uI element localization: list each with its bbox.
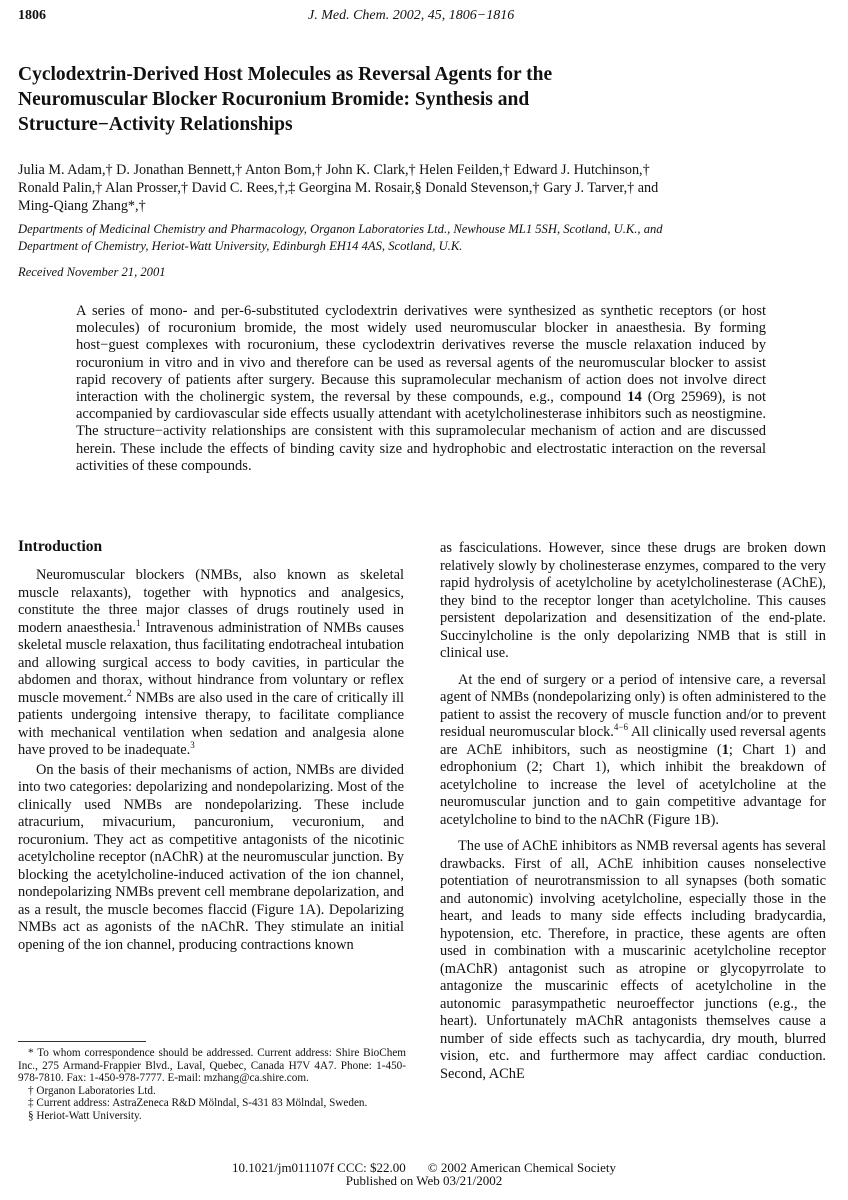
compound-number: 14 — [627, 389, 642, 406]
journal-name: J. Med. Chem. — [308, 8, 390, 23]
affiliation-line: Department of Chemistry, Heriot-Watt University, Edinburgh EH14 4AS, Scotland, U.K. — [18, 239, 463, 253]
author-line: Ming-Qiang Zhang*,† — [18, 198, 146, 214]
copyright: © 2002 American Chemical Society — [427, 1160, 617, 1175]
reference-marker: 3 — [190, 740, 195, 751]
author-list — [18, 161, 830, 215]
affiliation-line: Departments of Medicinal Chemistry and Pharmacology, Organon Laboratories Ltd., Newhouse ML1 5SH, Scotland, U.K., and — [18, 222, 663, 236]
abstract — [76, 303, 766, 475]
reference-marker: 2 — [127, 687, 132, 698]
author-line: Julia M. Adam,† D. Jonathan Bennett,† Anton Bom,† John K. Clark,† Helen Feilden,† Edward J. Hutchinson,† — [18, 162, 650, 178]
left-column — [18, 567, 404, 954]
reference-marker: 4−6 — [613, 722, 628, 733]
intro-paragraph-1: Neuromuscular blockers (NMBs, also known as skeletal muscle relaxants), together with hypnotics and analgesics, constitute the three major classes of drugs routinely used in modern anaesthesia.$^1$ Intravenous administration of NMBs causes skeletal muscle relaxation, thus facilitating endotracheal intubation and allowing surgical access to body cavities, in particular the abdomen and thorax, without hindrance from voluntary or reflex muscle movement.$^2$ NMBs are also used in the care of critically ill patients undergoing intensive therapy, to facilitate compliance with mechanical ventilation when sedation and analgesia alone have proved to be inadequate.$^3$ — [18, 567, 405, 758]
intro-paragraph-2-continued: as fasciculations. However, since these drugs are broken down relatively slowly by cholinesterase enzymes, compared to the very rapid hydrolysis of acetylcholine by acetylcholinesterase (AChE), they bind to the receptor longer than acetylcholine. This causes persistent depolarization and desensitization of the end-plate. Succinylcholine is the only depolarizing NMB that is still in clinical use. — [440, 540, 826, 661]
intro-paragraph-4: The use of AChE inhibitors as NMB reversal agents has several drawbacks. First of all, AChE inhibition causes nonselective potentiation of neurotransmission to all synapses (both somatic and autonomic) involving acetylcholine, especially those in the heart, and leads to many side effects including bradycardia, hypotension, etc. Therefore, in practice, these agents are often used in combination with a muscarinic acetylcholine receptor (mAChR) antagonist such as atropine or glycopyrrolate to antagonize the muscarinic effects of acetylcholine in the autonomic parasympathetic neuroeffector junctions (e.g., the heart). Unfortunately mAChR antagonists themselves cause a number of side effects such as tachycardia, dry mouth, blurred vision, etc. and furthermore may affect cardiac conduction. Second, AChE — [440, 838, 826, 1082]
intro-paragraph-2: On the basis of their mechanisms of action, NMBs are divided into two categories: depolarizing and nondepolarizing. Most of the clinically used NMBs are nondepolarizing. These include atracurium, mivacurium, pancuronium, vecuronium, and rocuronium. They act as competitive antagonists of the nicotinic acetylcholine receptor (nAChR) at the neuromuscular junction. By blocking the acetylcholine-induced activation of the ion channel, nondepolarizing NMBs prevent cell membrane depolarization, and as a result, the muscle becomes flaccid (Figure 1A). Depolarizing NMBs act as agonists of the nAChR. They stimulate an initial opening of the ion channel, producing contractions known — [18, 761, 404, 953]
section-heading-introduction: Introduction — [18, 538, 103, 555]
published-date: Published on Web 03/21/2002 — [345, 1173, 503, 1188]
affiliations — [18, 221, 830, 255]
intro-paragraph-3: At the end of surgery or a period of intensive care, a reversal agent of NMBs (nondepolarizing only) is often administered to the patient to assist the recovery of muscle function and/or to prevent residual neuromuscular block.$^{4-6}$ All clinically used reversal agents are AChE inhibitors, such as neostigmine (1; Chart 1) and edrophonium (2; Chart 1), which inhibit the breakdown of acetylcholine to increase the level of acetylcholine at the neuromuscular junction and to gain competitive advantage for acetylcholine to bind to the nAChR (Figure 1B). — [440, 671, 827, 828]
footnote: ‡ Current address: AstraZeneca R&D Mölndal, S-431 83 Mölndal, Sweden. — [28, 1097, 368, 1110]
footnote: † Organon Laboratories Ltd. — [28, 1084, 156, 1097]
received-date: Received November 21, 2001 — [18, 265, 166, 279]
journal-citation — [308, 8, 514, 24]
doi: 10.1021/jm011107f CCC: $22.00 — [231, 1160, 406, 1175]
abstract-text-2: (Org 25969), is not accompanied by cardiovascular side effects usually attendant with acetylcholinesterase inhibitors such as neostigmine. The structure−activity relationships are consistent with this supramolecular mechanism of action and are discussed herein. These include the effects of binding cavity size and hydrophobic and electrostatic interaction on the reversal activities of these compounds. — [76, 389, 766, 474]
footnote: § Heriot-Watt University. — [28, 1109, 142, 1122]
journal-year-volume: 2002, 45, 1806−1816 — [392, 8, 515, 23]
title-line: Structure−Activity Relationships — [18, 114, 293, 135]
footnote: * To whom correspondence should be addressed. Current address: Shire BioChem Inc., 275 Armand-Frappier Blvd., Laval, Quebec, Canada H7V 4A7. Phone: 1-450-978-7810. Fax: 1-450-978-7777. E-mail: mzhang@ca.shire.com. — [18, 1047, 406, 1085]
title-line: Neuromuscular Blocker Rocuronium Bromide: Synthesis and — [18, 89, 530, 110]
reference-marker: 1 — [135, 617, 141, 628]
title-line: Cyclodextrin-Derived Host Molecules as Reversal Agents for the — [18, 64, 553, 85]
right-column — [440, 540, 826, 1083]
footnotes — [18, 1047, 406, 1123]
compound-number: 1 — [721, 741, 729, 758]
article-title — [18, 62, 818, 137]
footnote-divider — [18, 1041, 146, 1042]
author-line: Ronald Palin,† Alan Prosser,† David C. Rees,†,‡ Georgina M. Rosair,§ Donald Stevenson,† Gary J. Tarver,† and — [18, 180, 659, 196]
abstract-text-1: A series of mono- and per-6-substituted cyclodextrin derivatives were synthesized as synthetic receptors (or host molecules) of rocuronium bromide, the most widely used neuromuscular blocker in anaesthesia. By forming host−guest complexes with rocuronium, these cyclodextrin derivatives reverse the muscle relaxation induced by rocuronium in vitro and in vivo and therefore can be used as reversal agents of the neuromuscular blocker to assist rapid recovery of patients after surgery. Because this supramolecular mechanism of action does not involve direct interaction with the cholinergic system, the reversal by these compounds, e.g., compound — [76, 303, 766, 406]
page-number: 1806 — [18, 8, 46, 23]
